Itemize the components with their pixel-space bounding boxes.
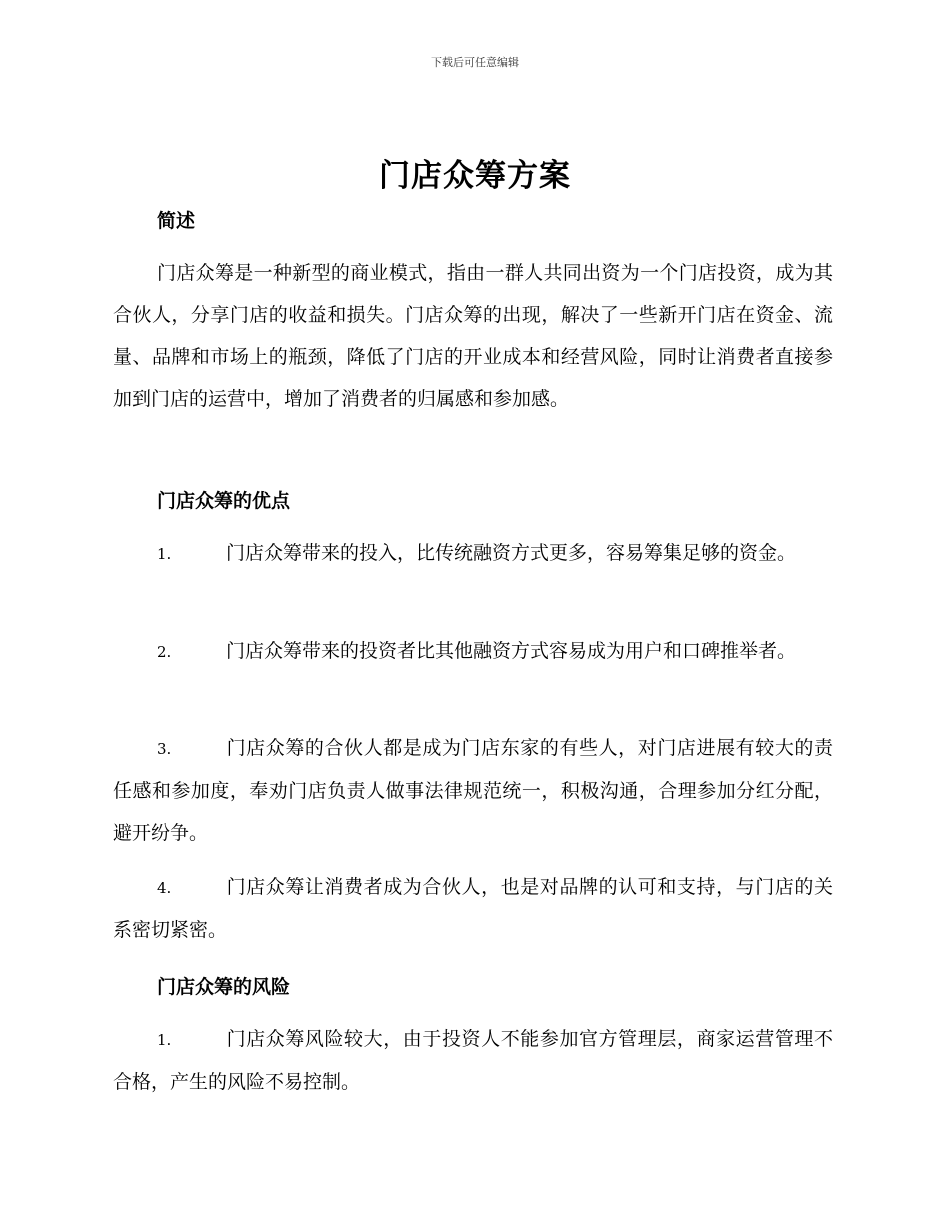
section-heading-risks: 门店众筹的风险 xyxy=(157,976,291,998)
list-number: 2. xyxy=(157,643,172,661)
section-heading-summary: 简述 xyxy=(157,210,196,232)
list-number: 1. xyxy=(157,545,172,563)
list-item xyxy=(113,532,833,575)
list-item-text: 门店众筹带来的投入，比传统融资方式更多，容易筹集足够的资金。 xyxy=(226,542,797,564)
list-number: 1. xyxy=(157,1031,172,1049)
list-item xyxy=(113,630,833,673)
list-item-text: 门店众筹的合伙人都是成为门店东家的有些人，对门店进展有较大的责任感和参加度，奉劝门店负责人做事法律规范统一，积极沟通，合理参加分红分配，避开纷争。 xyxy=(113,737,833,844)
list-item-text: 门店众筹风险较大，由于投资人不能参加官方管理层，商家运营管理不合格，产生的风险不易控制。 xyxy=(113,1028,833,1093)
list-number: 4. xyxy=(157,879,172,897)
section-heading-advantages: 门店众筹的优点 xyxy=(157,490,291,512)
list-item-text: 门店众筹让消费者成为合伙人，也是对品牌的认可和支持，与门店的关系密切紧密。 xyxy=(113,876,833,941)
header-note: 下载后可任意编辑 xyxy=(431,56,519,69)
list-item xyxy=(113,1018,833,1103)
summary-paragraph: 门店众筹是一种新型的商业模式，指由一群人共同出资为一个门店投资，成为其合伙人，分享门店的收益和损失。门店众筹的出现，解决了一些新开门店在资金、流量、品牌和市场上的瓶颈，降低了门店的开业成本和经营风险，同时让消费者直接参加到门店的运营中，增加了消费者的归属感和参加感。 xyxy=(113,262,833,410)
list-item-text: 门店众筹带来的投资者比其他融资方式容易成为用户和口碑推举者。 xyxy=(226,640,797,662)
list-item xyxy=(113,866,833,951)
document-title: 门店众筹方案 xyxy=(379,158,571,194)
list-item xyxy=(113,727,833,854)
list-number: 3. xyxy=(157,740,172,758)
